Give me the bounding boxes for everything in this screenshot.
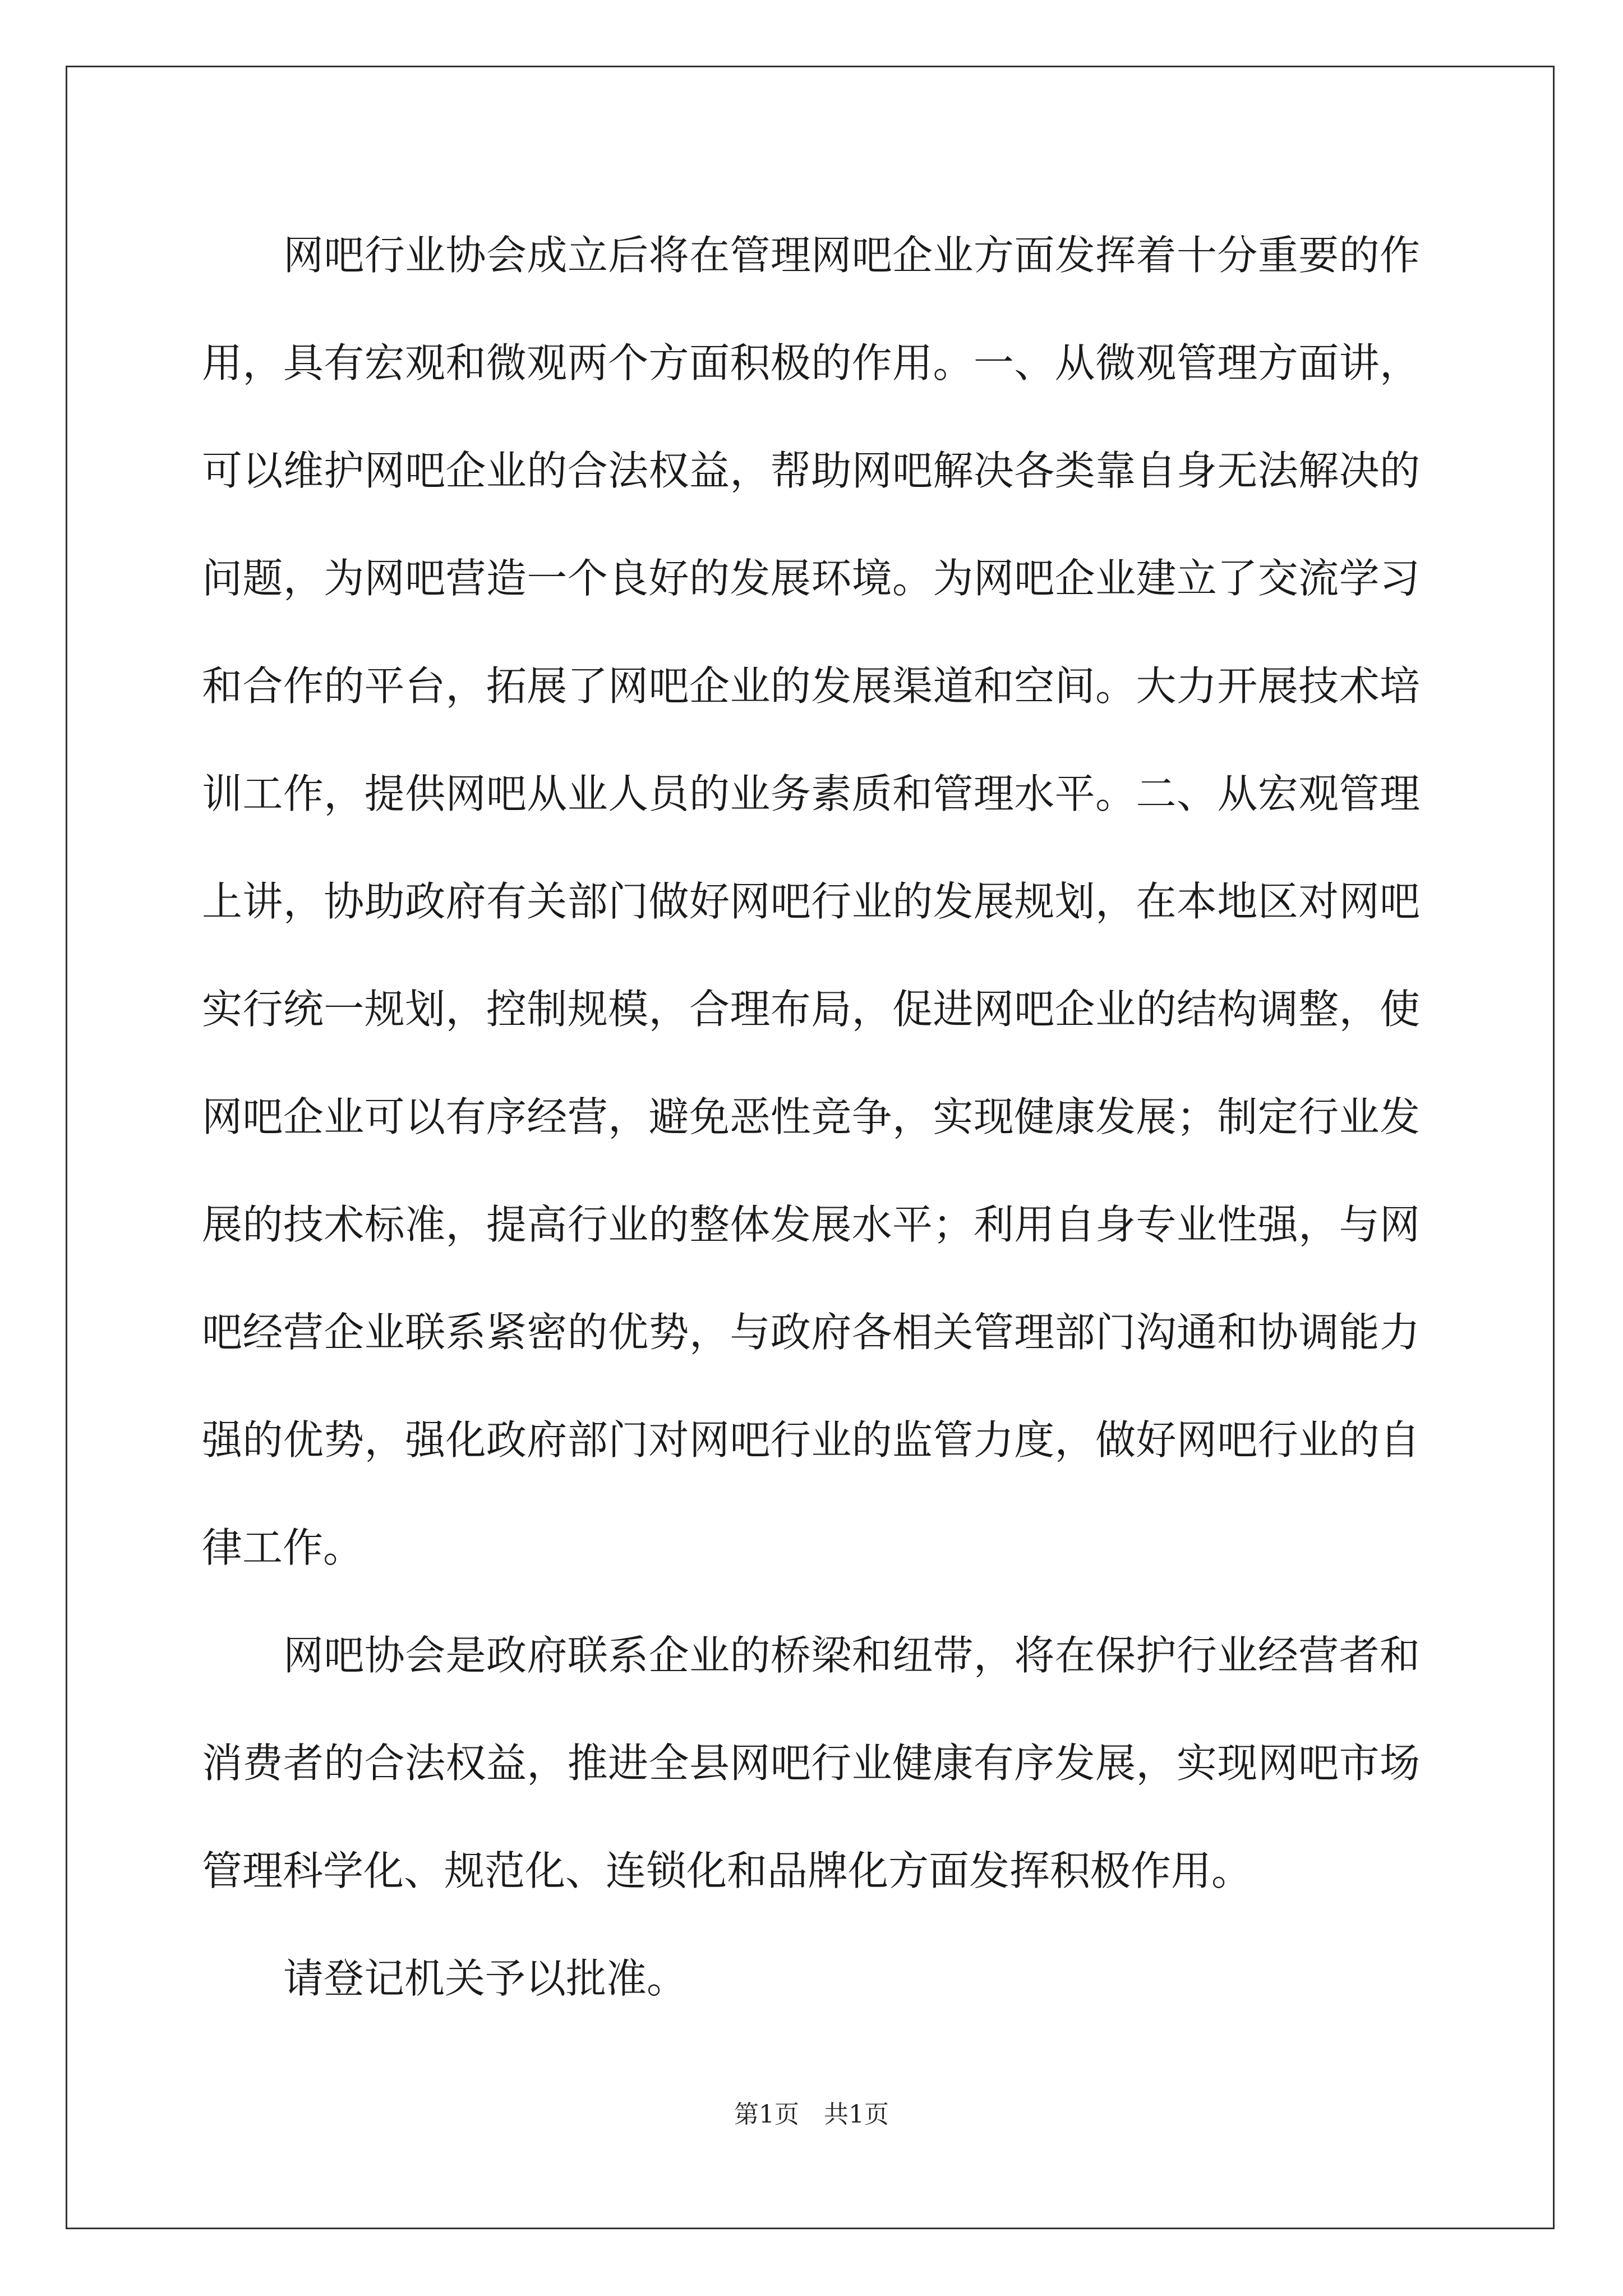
paragraph-1-line-3: 可以维护网吧企业的合法权益，帮助网吧解决各类靠自身无法解决的: [202, 447, 1420, 494]
paragraph-2-line-2: 消费者的合法权益，推进全县网吧行业健康有序发展，实现网吧市场: [202, 1740, 1420, 1787]
page-number-label: 第1页: [734, 2100, 799, 2129]
paragraph-1-line-5: 和合作的平台，拓展了网吧企业的发展渠道和空间。大力开展技术培: [202, 662, 1420, 710]
paragraph-1-line-7: 上讲，协助政府有关部门做好网吧行业的发展规划，在本地区对网吧: [202, 878, 1420, 925]
paragraph-1-line-4: 问题，为网吧营造一个良好的发展环境。为网吧企业建立了交流学习: [202, 555, 1420, 602]
paragraph-1-line-10: 展的技术标准，提高行业的整体发展水平；利用自身专业性强，与网: [202, 1201, 1420, 1248]
page-total-label: 共1页: [824, 2100, 889, 2129]
paragraph-1-line-12: 强的优势，强化政府部门对网吧行业的监管力度，做好网吧行业的自: [202, 1416, 1420, 1464]
paragraph-2-line-1: 网吧协会是政府联系企业的桥梁和纽带，将在保护行业经营者和: [283, 1632, 1420, 1679]
paragraph-3-line-1: 请登记机关予以批准。: [283, 1955, 688, 2002]
page-footer: [0, 2098, 1623, 2132]
paragraph-1-line-2: 用，具有宏观和微观两个方面积极的作用。一、从微观管理方面讲，: [202, 339, 1420, 386]
paragraph-1-line-8: 实行统一规划，控制规模，合理布局，促进网吧企业的结构调整，使: [202, 986, 1420, 1033]
paragraph-1-line-11: 吧经营企业联系紧密的优势，与政府各相关管理部门沟通和协调能力: [202, 1309, 1420, 1356]
paragraph-1-line-9: 网吧企业可以有序经营，避免恶性竞争，实现健康发展；制定行业发: [202, 1093, 1420, 1140]
paragraph-1-line-13: 律工作。: [202, 1524, 364, 1571]
paragraph-2-line-3: 管理科学化、规范化、连锁化和品牌化方面发挥积极作用。: [202, 1847, 1252, 1894]
paragraph-1-line-1: 网吧行业协会成立后将在管理网吧企业方面发挥着十分重要的作: [283, 232, 1420, 279]
paragraph-1-line-6: 训工作，提供网吧从业人员的业务素质和管理水平。二、从宏观管理: [202, 770, 1420, 817]
